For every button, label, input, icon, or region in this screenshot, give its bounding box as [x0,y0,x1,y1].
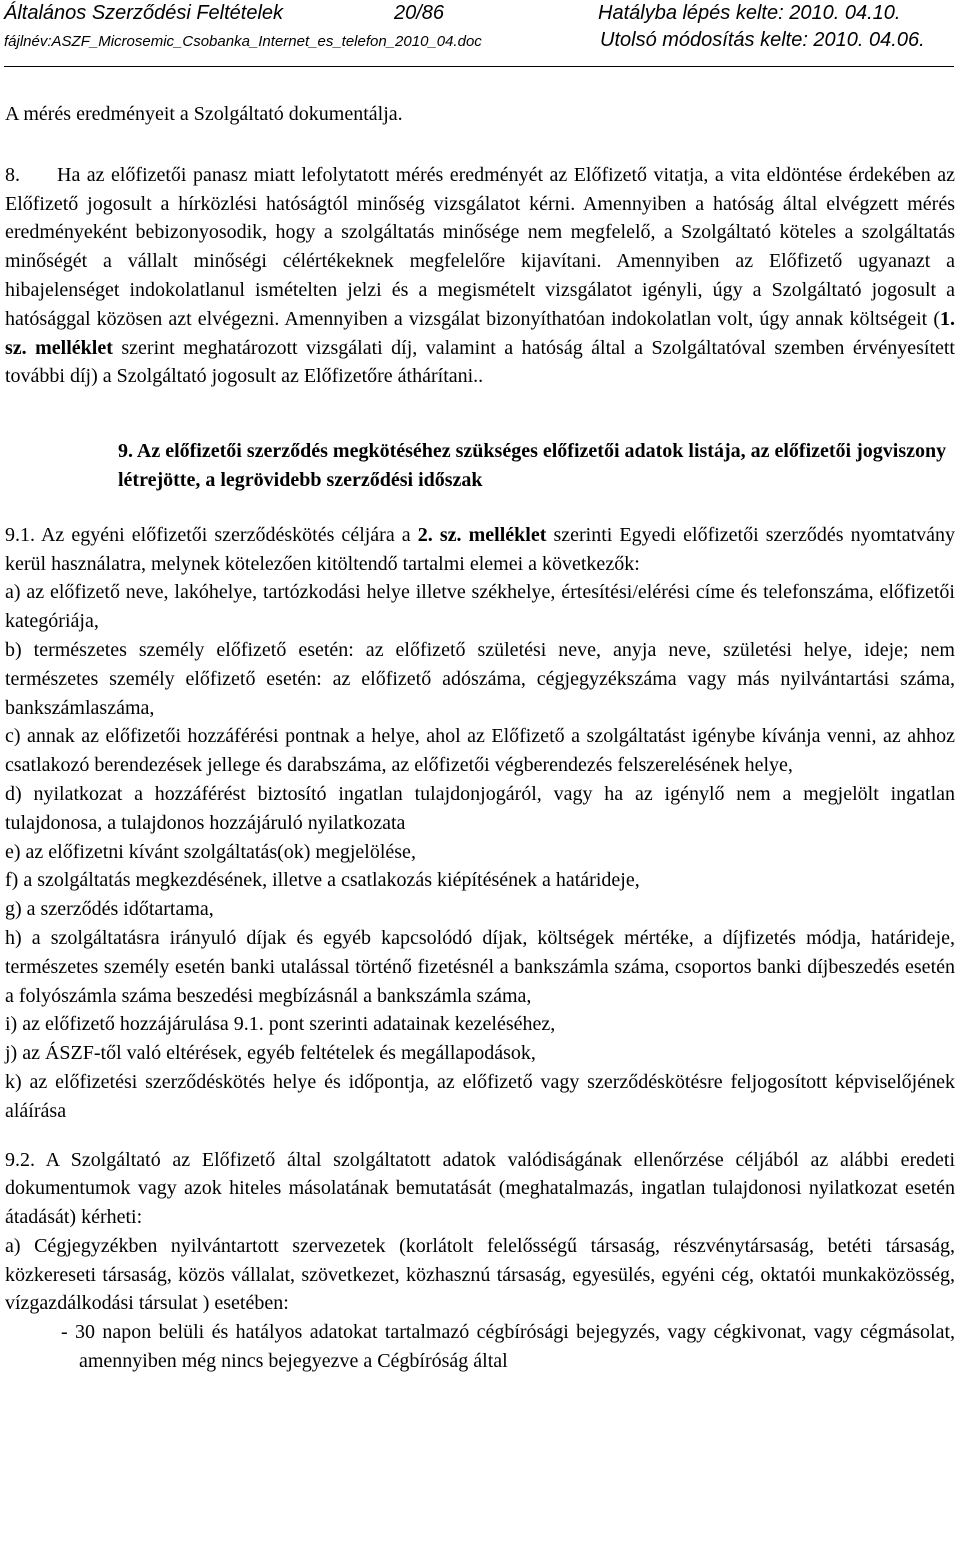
section-9-heading: 9. Az előfizetői szerződés megkötéséhez szükséges előfizetői adatok listája, az előfizetői jogviszony létrejötte, a legrövidebb szerződési időszak [118,440,947,491]
modified-date: Utolsó módosítás kelte: 2010. 04.06. [600,29,925,51]
paragraph-9-2: 9.2. A Szolgáltató az Előfizető által szolgáltatott adatok valódiságának ellenőrzése céljából az alábbi eredeti dokumentumok vagy azok hiteles másolatának bemutatását (meghatalmazás, ingatlan tulajdonosi nyilatkozat esetén átadását) kérheti: [5,1148,955,1229]
document-body [5,100,955,1376]
list-item: d) nyilatkozat a hozzáférést biztosító ingatlan tulajdonjogáról, vagy ha az igénylő nem a megjelölt ingatlan tulajdonosa, a tulajdonos hozzájáruló nyilatkozata [5,782,955,834]
paragraph-9-1: 9.1. Az egyéni előfizetői szerződéskötés céljára a 2. sz. melléklet szerinti Egyedi előfizetői szerződés nyomtatvány kerül használatra, melynek kötelezően kitöltendő tartalmi elemei a következők: [5,523,956,575]
list-item: g) a szerződés időtartama, [5,898,214,921]
section-8-text: Ha az előfizetői panasz miatt lefolytatott mérés eredményét az Előfizető vitatja, a vita eldöntése érdekében az Előfizető jogosult a hírközlési hatóságtól minőség vizsgálatot kérni. Amennyiben a hatóság által elvégzett mérés eredményeként bebizonyosodik, hogy a szolgáltatás minősége nem megfelelő, a Szolgáltató köteles a szolgáltatás minőségét a vállalt minőségi célértékeknek megfelelőre kijavítani. Amennyiben az Előfizető ugyanazt a hibajelenséget indokolatlanul ismételten jelzi és a megismételt vizsgálatot igényli, úgy a Szolgáltató jogosult a hatósággal közösen azt elvégezni. Amennyiben a vizsgálat bizonyíthatóan indokolatlan volt, úgy annak költségeit ( [5,163,955,330]
list-item: f) a szolgáltatás megkezdésének, illetve a csatlakozás kiépítésének a határideje, [5,869,640,892]
list-item: j) az ÁSZF-től való eltérések, egyéb feltételek és megállapodások, [5,1042,536,1065]
doc-title: Általános Szerződési Feltételek [4,2,284,24]
list-item: i) az előfizető hozzájárulása 9.1. pont szerinti adatainak kezeléséhez, [5,1013,556,1036]
file-name: fájlnév:ASZF_Microsemic_Csobanka_Internet_es_telefon_2010_04.doc [4,33,482,50]
page-number: 20/86 [394,2,445,24]
annex-1-ref: 1. sz. melléklet [5,307,955,359]
header-rule [4,66,954,67]
section-8-text-end: szerint meghatározott vizsgálati díj, valamint a hatóság által a Szolgáltatóval szemben érvényesített további díj) a Szolgáltató jogosult az Előfizetőre áthárítani.. [5,336,955,388]
list-item: k) az előfizetési szerződéskötés helye és időpontja, az előfizető vagy szerződéskötésre feljogosított képviselőjének aláírása [5,1070,955,1122]
header-row-2 [4,29,954,56]
paragraph-9-2-a: a) Cégjegyzékben nyilvántartott szervezetek (korlátolt felelősségű társaság, részvénytársaság, betéti társaság, közkereseti társaság, közös vállalat, szövetkezet, közhasznú társaság, egyesülés, egyéni cég, oktatói munkaközösség, vízgazdálkodási társulat ) esetében: [5,1234,955,1315]
page-header [4,2,954,56]
annex-2-ref: 2. sz. melléklet [417,523,547,546]
paragraph-9-2-dash: - 30 napon belüli és hatályos adatokat tartalmazó cégbírósági bejegyzés, vagy cégkivonat, vagy cégmásolat, amennyiben még nincs bejegyezve a Cégbíróság által [61,1321,955,1373]
paragraph-intro: A mérés eredményeit a Szolgáltató dokumentálja. [5,103,403,125]
list-item: b) természetes személy előfizető esetén: az előfizető születési neve, anyja neve, születési helye, ideje; nem természetes személy előfizető esetén: az előfizető adószáma, cégjegyzékszáma vagy más nyilvántartási száma, bankszámlaszáma, [5,638,955,719]
list-item: e) az előfizetni kívánt szolgáltatás(ok) megjelölése, [5,840,416,863]
effective-date: Hatályba lépés kelte: 2010. 04.10. [598,2,901,24]
list-item: a) az előfizető neve, lakóhelye, tartózkodási helye illetve székhelye, értesítési/elérési címe és telefonszáma, előfizetői kategóriája, [5,581,955,633]
section-8-number: 8. [5,163,20,186]
header-row-1 [4,2,954,29]
list-item: h) a szolgáltatásra irányuló díjak és egyéb kapcsolódó díjak, költségek mértéke, a díjfizetés módja, határideje, természetes személy esetén banki utalással történő fizetésnél a bankszámla száma, csoportos banki díjbeszedés esetén a folyószámla száma beszedési megbízásnál a bankszámla száma, [5,926,955,1007]
list-item: c) annak az előfizetői hozzáférési pontnak a helye, ahol az Előfizető a szolgáltatást igénybe kívánja venni, az ahhoz csatlakozó berendezések jellege és darabszáma, az előfizetői végberendezés felszerelésének helye, [5,725,955,777]
paragraph-8 [5,161,955,391]
